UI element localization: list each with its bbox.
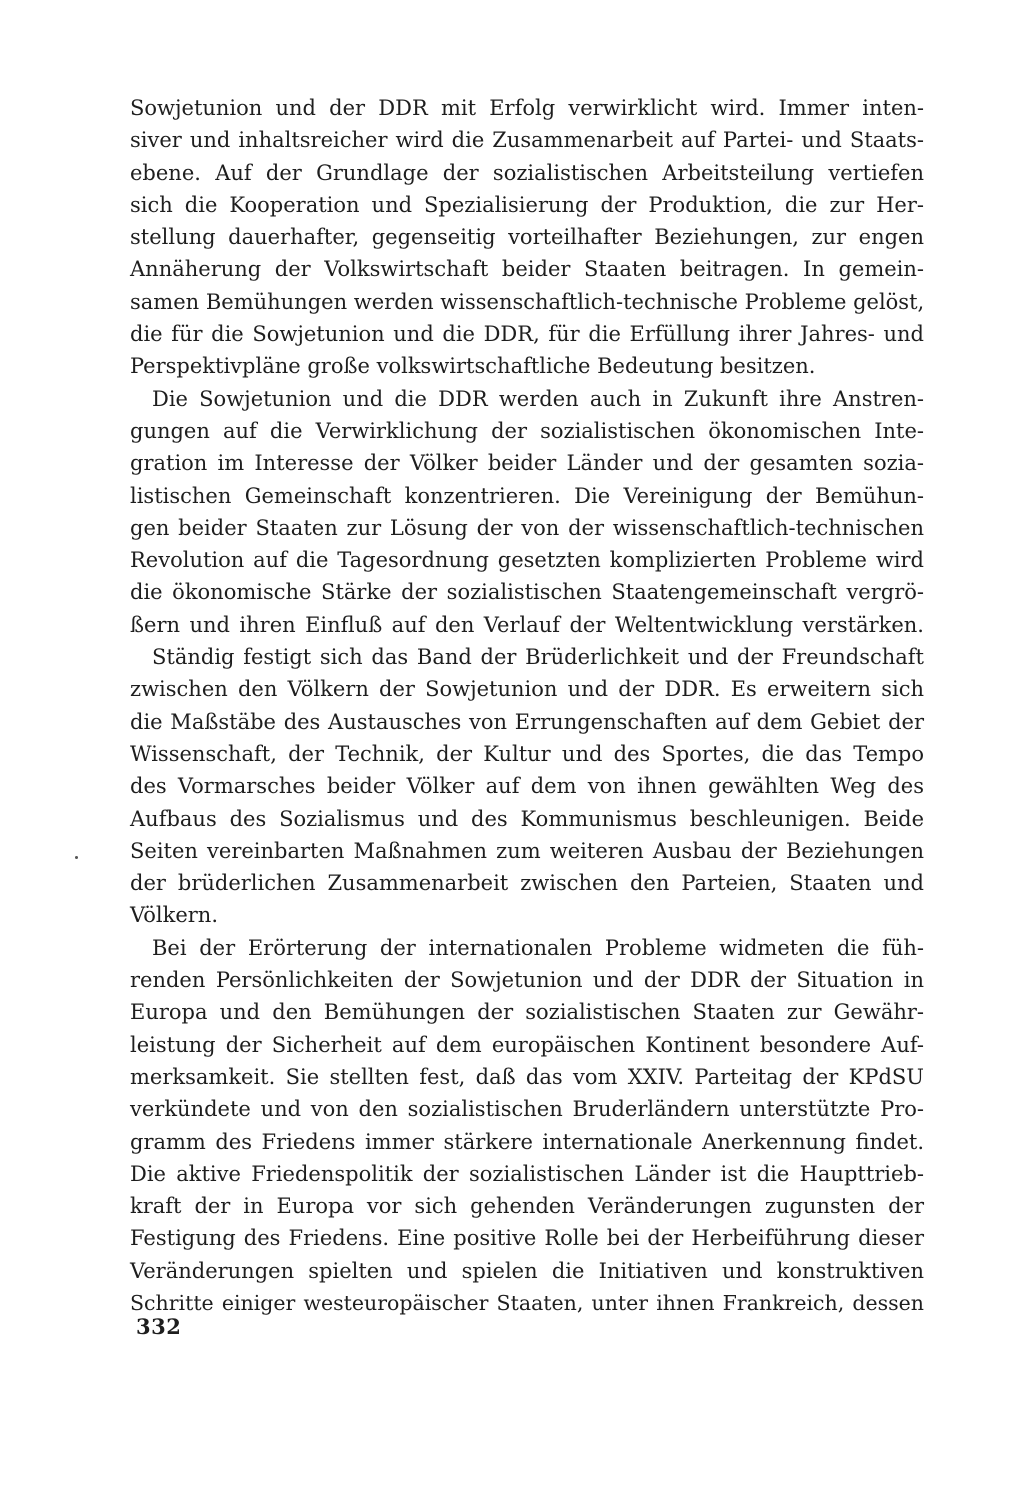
page-number: 332 [136, 1314, 182, 1339]
text-line: die ökonomische Stärke der sozialistischen Staatengemeinschaft vergrö- [130, 580, 924, 605]
text-line: merksamkeit. Sie stellten fest, daß das vom XXIV. Parteitag der KPdSU [130, 1064, 924, 1089]
paragraph-2 [130, 383, 924, 641]
text-line: ßern und ihren Einfluß auf den Verlauf der Weltentwicklung verstärken. [130, 612, 924, 637]
paragraph-3 [130, 641, 924, 932]
text-line: Wissenschaft, der Technik, der Kultur und des Sportes, die das Tempo [130, 741, 924, 766]
text-line: des Vormarsches beider Völker auf dem von ihnen gewählten Weg des [130, 774, 924, 799]
text-line: Revolution auf die Tagesordnung gesetzten komplizierten Probleme wird [130, 548, 924, 573]
text-line: ebene. Auf der Grundlage der sozialistischen Arbeitsteilung vertiefen [130, 160, 924, 185]
text-line: renden Persönlichkeiten der Sowjetunion und der DDR der Situation in [130, 968, 924, 993]
text-line: gration im Interesse der Völker beider Länder und der gesamten sozia- [130, 451, 924, 476]
text-line: zwischen den Völkern der Sowjetunion und der DDR. Es erweitern sich [130, 677, 924, 702]
text-line: Festigung des Friedens. Eine positive Rolle bei der Herbeiführung dieser [130, 1226, 924, 1251]
text-line: Völkern. [130, 903, 218, 928]
text-line: samen Bemühungen werden wissenschaftlich-technische Probleme gelöst, [130, 289, 925, 314]
text-line: der brüderlichen Zusammenarbeit zwischen den Parteien, Staaten und [130, 871, 924, 896]
text-line: die Maßstäbe des Austausches von Errungenschaften auf dem Gebiet der [130, 709, 924, 734]
text-line: verkündete und von den sozialistischen Bruderländern unterstützte Pro- [130, 1097, 924, 1122]
body-text [130, 92, 924, 1319]
text-line: die für die Sowjetunion und die DDR, für die Erfüllung ihrer Jahres- und [130, 322, 924, 347]
text-line: Perspektivpläne große volkswirtschaftliche Bedeutung besitzen. [130, 354, 816, 379]
text-line: Die aktive Friedenspolitik der sozialistischen Länder ist die Haupttrieb- [130, 1161, 924, 1186]
text-line: leistung der Sicherheit auf dem europäischen Kontinent besondere Auf- [130, 1032, 924, 1057]
text-line: Aufbaus des Sozialismus und des Kommunismus beschleunigen. Beide [130, 806, 924, 831]
text-line: kraft der in Europa vor sich gehenden Veränderungen zugunsten der [130, 1194, 924, 1219]
text-line: Ständig festigt sich das Band der Brüderlichkeit und der Freundschaft [152, 645, 924, 670]
paragraph-4 [130, 932, 924, 1320]
text-line: stellung dauerhafter, gegenseitig vorteilhafter Beziehungen, zur engen [130, 225, 924, 250]
text-line: Bei der Erörterung der internationalen Probleme widmeten die füh- [152, 935, 924, 960]
text-line: Seiten vereinbarten Maßnahmen zum weiteren Ausbau der Beziehungen [130, 838, 924, 863]
text-line: Schritte einiger westeuropäischer Staaten, unter ihnen Frankreich, dessen [130, 1290, 924, 1315]
text-line: gramm des Friedens immer stärkere internationale Anerkennung findet. [130, 1129, 924, 1154]
text-line: listischen Gemeinschaft konzentrieren. Die Vereinigung der Bemühun- [130, 483, 924, 508]
text-line: Die Sowjetunion und die DDR werden auch in Zukunft ihre Anstren- [152, 386, 924, 411]
text-line: gungen auf die Verwirklichung der sozialistischen ökonomischen Inte- [130, 418, 924, 443]
text-line: Veränderungen spielten und spielen die Initiativen und konstruktiven [130, 1258, 924, 1283]
print-speck [75, 856, 78, 859]
text-line: Annäherung der Volkswirtschaft beider Staaten beitragen. In gemein- [130, 257, 924, 282]
text-line: Europa und den Bemühungen der sozialistischen Staaten zur Gewähr- [130, 1000, 924, 1025]
text-line: gen beider Staaten zur Lösung der von der wissenschaftlich-technischen [130, 515, 924, 540]
text-line: Sowjetunion und der DDR mit Erfolg verwirklicht wird. Immer inten- [130, 96, 924, 120]
paragraph-1 [130, 92, 924, 383]
text-line: sich die Kooperation und Spezialisierung der Produktion, die zur Her- [130, 192, 924, 217]
text-line: siver und inhaltsreicher wird die Zusammenarbeit auf Partei- und Staats- [130, 128, 924, 153]
